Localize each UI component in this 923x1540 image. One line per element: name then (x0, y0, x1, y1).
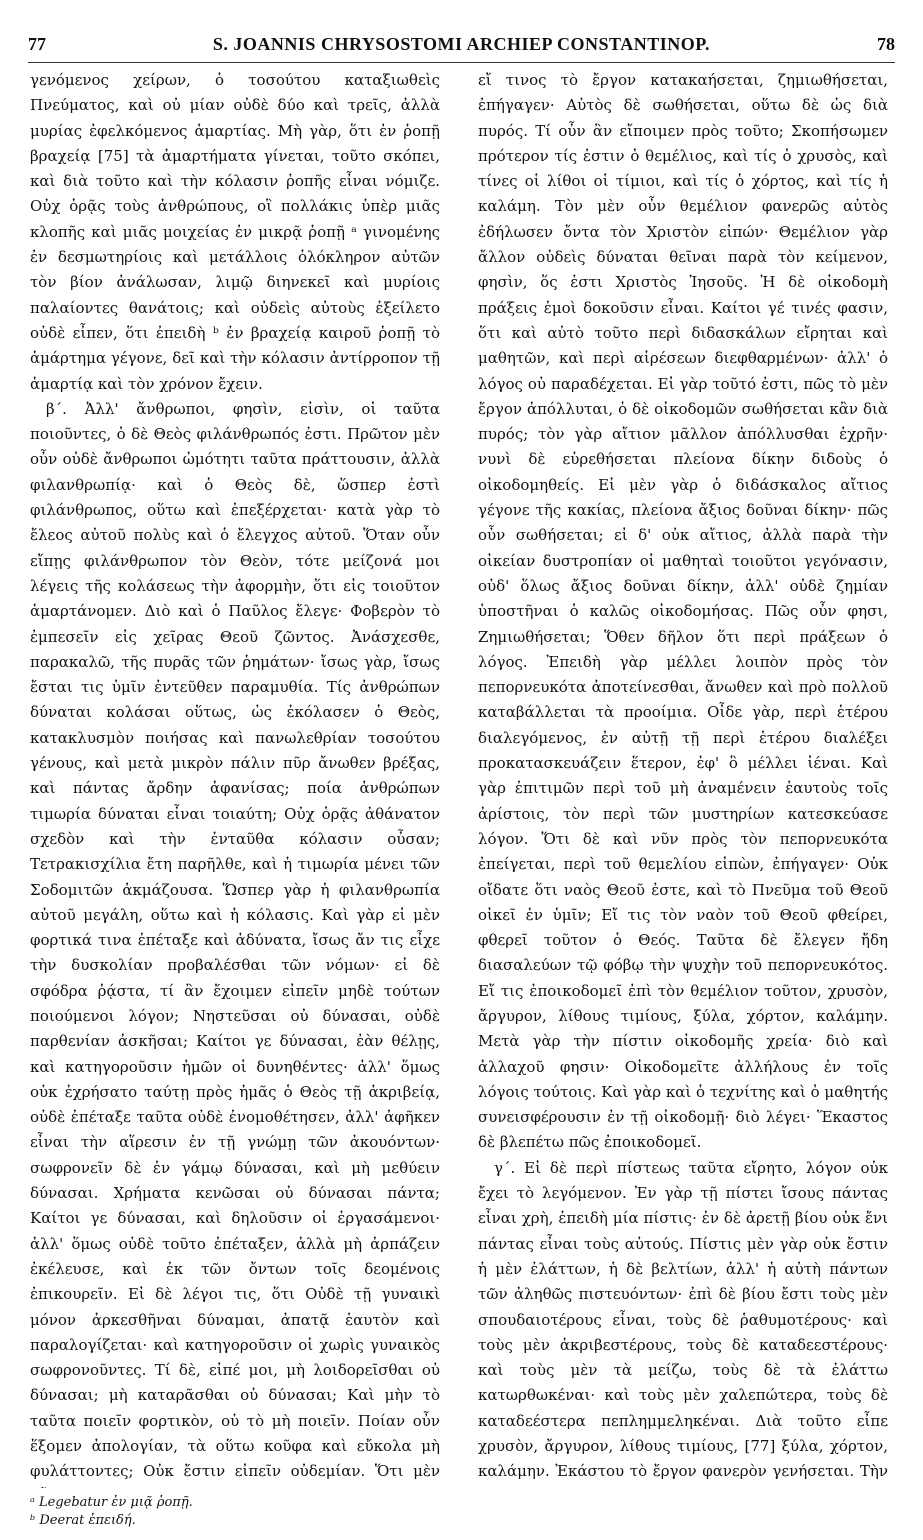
footnote-a: ᵃ Legebatur ἐν μιᾷ ῥοπῇ. (30, 1495, 193, 1510)
right-page-number: 78 (876, 33, 895, 54)
footnotes (30, 1494, 440, 1530)
running-header (28, 26, 895, 63)
footnote-b: ᵇ Deerat ἐπειδή. (30, 1513, 136, 1528)
right-paragraph-2: γ΄. Εἰ δὲ περὶ πίστεως ταῦτα εἴρητο, λόγον οὐκ ἔχει τὸ λεγόμενον. Ἐν γὰρ τῇ πίστει ἴσους πάντας εἶναι χρὴ, ἐπειδὴ μία πίστις· ἐν δὲ ἀρετῇ βίου οὐκ ἔνι πάντας εἶναι τοὺς αὐτούς. Πίστις μὲν γὰρ οὐκ ἔστιν ἡ μὲν ἐλάττων, ἡ δὲ βελτίων, ἀλλ' ἡ αὐτὴ πάντων τῶν ἀληθῶς πιστευόντων· ἐπὶ δὲ βίου ἔστι τοὺς μὲν σπουδαιοτέρους εἶναι, τοὺς δὲ ῥαθυμοτέρους· καὶ τοὺς μὲν ἀκριβεστέρους, τοὺς δὲ καταδεεστέρους· καὶ τοὺς μὲν τὰ μείζω, τοὺς δὲ τὰ ἐλάττω κατωρθωκέναι· καὶ τοὺς μὲν χαλεπώτερα, τοὺς δὲ καταδεέστερα πεπλημμεληκέναι. Διὰ τοῦτο εἶπε χρυσὸν, ἄργυρον, λίθους τιμίους, [77] ξύλα, χόρτον, καλάμην. Ἑκάστου τὸ ἔργον φανερὸν γενήσεται. Τὴν (478, 1158, 888, 1481)
right-column (478, 68, 888, 1488)
right-paragraph-1: εἴ τινος τὸ ἔργον κατακαήσεται, ζημιωθήσεται, ἐπήγαγεν· Αὐτὸς δὲ σωθήσεται, οὕτω δὲ ὡς διὰ πυρός. Τί οὖν ἂν εἴποιμεν πρὸς τοῦτο; Σκοπήσωμεν πρότερον τίς ἐστιν ὁ θεμέλιος, καὶ τίς ὁ χρυσὸς, καὶ τίνες οἱ λίθοι οἱ τίμιοι, καὶ τίς ὁ χόρτος, καὶ τίς ἡ καλάμη. Τὸν μὲν οὖν θεμέλιον φανερῶς αὐτὸς ἐδήλωσεν ὄντα τὸν Χριστὸν εἰπών· Θεμέλιον γὰρ ἄλλον οὐδεὶς δύναται θεῖναι παρὰ τὸν κείμενον, φησὶν, ὅς ἐστι Χριστὸς Ἰησοῦς. Ἡ δὲ οἰκοδομὴ πράξεις ἐμοὶ δοκοῦσιν εἶναι. Καίτοι γέ τινές φασιν, ὅτι καὶ αὐτὸ τοῦτο περὶ διδασκάλων εἴρηται καὶ μαθητῶν, καὶ περὶ αἱρέσεων διεφθαρμένων· ἀλλ' ὁ λόγος οὐ παραδέχεται. Εἰ γὰρ τοῦτό ἐστι, πῶς τὸ μὲν ἔργον ἀπόλλυται, ὁ δὲ οἰκοδομῶν σωθήσεται κἂν διὰ πυρός; τὸν γὰρ αἴτιον μᾶλλον ἀπόλλυσθαι ἐχρῆν· νυνὶ δὲ εὑρεθήσεται πλείονα δίκην διδοὺς ὁ οἰκοδομηθείς. Εἰ μὲν γὰρ ὁ διδάσκαλος αἴτιος γέγονε τῆς κακίας, πλείονα ἄξιος δοῦναι δίκην· πῶς οὖν σωθήσεται; εἰ δ' οὐκ αἴτιος, ἀλλὰ παρὰ τὴν οἰκείαν δυστροπίαν οἱ μαθηταὶ τοιοῦτοι γεγόνασιν, οὐδ' ὅλως ἄξιος δοῦναι δίκην, ἀλλ' οὐδὲ ζημίαν ὑποστῆναι ὁ καλῶς οἰκοδομήσας. Πῶς οὖν φησι, Ζημιωθήσεται; Ὅθεν δῆλον ὅτι περὶ πράξεων ὁ λόγος. Ἐπειδὴ γὰρ μέλλει λοιπὸν πρὸς τὸν πεπορνευκότα ἀποτείνεσθαι, ἄνωθεν καὶ πρὸ πολλοῦ καταβάλλεται τὰ προοίμια. Οἶδε γὰρ, περὶ ἑτέρου διαλεγόμενος, ἐν αὐτῇ τῇ περὶ ἑτέρου διαλέξει προκατασκευάζειν ἕτερον, ἐφ' ὃ μέλλει ἰέναι. Καὶ γὰρ ἐπιτιμῶν περὶ τοῦ μὴ ἀναμένειν ἑαυτοὺς τοῖς ἀρίστοις, τὸν περὶ τῶν μυστηρίων κατεσκεύασε λόγον. Ὅτι δὲ καὶ νῦν πρὸς τὸν πεπορνευκότα ἐπείγεται, περὶ τοῦ θεμελίου εἰπὼν, ἐπήγαγεν· Οὐκ οἴδατε ὅτι ναὸς Θεοῦ ἐστε, καὶ τὸ Πνεῦμα τοῦ Θεοῦ οἰκεῖ ἐν ὑμῖν; Εἴ τις τὸν ναὸν τοῦ Θεοῦ φθείρει, φθερεῖ τοῦτον ὁ Θεός. Ταῦτα δὲ ἔλεγεν ἤδη διασαλεύων τῷ φόβῳ τὴν ψυχὴν τοῦ πεπορνευκότος. Εἴ τις ἐποικοδομεῖ ἐπὶ τὸν θεμέλιον τοῦτον, χρυσὸν, ἄργυρον, λίθους τιμίους, ξύλα, χόρτον, καλάμην. Μετὰ γὰρ τὴν πίστιν οἰκοδομῆς χρεία· διὸ καὶ ἀλλαχοῦ φησιν· Οἰκοδομεῖτε ἀλλήλους ἐν τοῖς λόγοις τούτοις. Καὶ γὰρ καὶ ὁ τεχνίτης καὶ ὁ μαθητής συνεισφέρουσιν ἐν τῇ οἰκοδομῇ· διὸ λέγει· Ἕκαστος δὲ βλεπέτω πῶς ἐποικοδομεῖ. (478, 71, 888, 1152)
running-title: S. JOANNIS CHRYSOSTOMI ARCHIEP CONSTANTINOP. (212, 33, 711, 54)
left-paragraph-2: β΄. Ἀλλ' ἄνθρωποι, φησὶν, εἰσὶν, οἱ ταῦτα ποιοῦντες, ὁ δὲ Θεὸς φιλάνθρωπός ἐστι. Πρῶτον μὲν οὖν οὐδὲ ἄνθρωποι ὠμότητι ταῦτα πράττουσιν, ἀλλὰ φιλανθρωπίᾳ· καὶ ὁ Θεὸς δὲ, ὥσπερ ἐστὶ φιλάνθρωπος, οὕτω καὶ ἐπεξέρχεται· κατὰ γὰρ τὸ ἔλεος αὐτοῦ πολὺς καὶ ὁ ἔλεγχος αὐτοῦ. Ὅταν οὖν εἴπῃς φιλάνθρωπον τὸν Θεὸν, τότε μείζονά μοι λέγεις τῆς κολάσεως τὴν ἀφορμὴν, ὅτι εἰς τοιοῦτον ἁμαρτάνομεν. Διὸ καὶ ὁ Παῦλος ἔλεγε· Φοβερὸν τὸ ἐμπεσεῖν εἰς χεῖρας Θεοῦ ζῶντος. Ἀνάσχεσθε, παρακαλῶ, τῆς πυρᾶς τῶν ῥημάτων· ἴσως γὰρ, ἴσως ἔσται τις ὑμῖν ἐντεῦθεν παραμυθία. Τίς ἀνθρώπων δύναται κολάσαι οὕτως, ὡς ἐκόλασεν ὁ Θεὸς, κατακλυσμὸν ποιήσας καὶ πανωλεθρίαν τοσούτου γένους, καὶ μετὰ μικρὸν πάλιν πῦρ ἄνωθεν βρέξας, καὶ πάντας ἄρδην ἀφανίσας; ποία ἀνθρώπων τιμωρία δύναται εἶναι τοιαύτη; Οὐχ ὁρᾷς ἀθάνατον σχεδὸν καὶ τὴν ἐνταῦθα κόλασιν οὖσαν; Τετρακισχίλια ἔτη παρῆλθε, καὶ ἡ τιμωρία μένει τῶν Σοδομιτῶν ἀκμάζουσα. Ὥσπερ γὰρ ἡ φιλανθρωπία αὐτοῦ μεγάλη, οὕτω καὶ ἡ κόλασις. Καὶ γὰρ εἰ μὲν φορτικά τινα ἐπέταξε καὶ ἀδύνατα, ἴσως ἄν τις εἶχε τὴν δυσκολίαν προβαλέσθαι τῶν νόμων· εἰ δὲ σφόδρα ῥᾴστα, τί ἂν ἔχοιμεν εἰπεῖν μηδὲ τούτων ποιούμενοι λόγον; Νηστεῦσαι οὐ δύνασαι, οὐδὲ παρθενίαν ἀσκῆσαι; Καίτοι γε δύνασαι, ἐὰν θέλῃς, καὶ κατηγοροῦσιν ἡμῶν οἱ δυνηθέντες· ἀλλ' ὅμως οὐκ ἐχρήσατο ταύτῃ πρὸς ἡμᾶς ὁ Θεὸς τῇ ἀκριβείᾳ, οὐδὲ ἐπέταξε ταῦτα οὐδὲ ἐνομοθέτησεν, ἀλλ' ἀφῆκεν εἶναι τὴν αἵρεσιν ἐν τῇ γνώμῃ τῶν ἀκουόντων· σωφρονεῖν δὲ ἐν γάμῳ δύνασαι, καὶ μὴ μεθύειν δύνασαι. Χρήματα κενῶσαι οὐ δύνασαι πάντα; Καίτοι γε δύνασαι, καὶ δηλοῦσιν οἱ ἐργασάμενοι· ἀλλ' ὅμως οὐδὲ τοῦτο ἐπέταξεν, ἀλλὰ μὴ ἁρπάζειν ἐκέλευσε, καὶ ἐκ τῶν ὄντων τοῖς δεομένοις ἐπικουρεῖν. Εἰ δὲ λέγοι τις, ὅτι Οὐδὲ τῇ γυναικὶ μόνον ἀρκεσθῆναι δύναμαι, ἀπατᾷ ἑαυτὸν καὶ παραλογίζεται· καὶ κατηγοροῦσιν οἱ χωρὶς γυναικὸς σωφρονοῦντες. Τί δὲ, εἰπέ μοι, μὴ λοιδορεῖσθαι οὐ δύνασαι; μὴ καταρᾶσθαι οὐ δύνασαι; Καὶ μὴν τὸ ταῦτα ποιεῖν φορτικὸν, οὐ τὸ μὴ ποιεῖν. Ποίαν οὖν ἕξομεν ἀπολογίαν, τὰ οὕτω κοῦφα καὶ εὔκολα μὴ φυλάττοντες; Οὐκ ἔστιν εἰπεῖν οὐδεμίαν. Ὅτι μὲν (30, 399, 440, 1481)
left-column (30, 68, 440, 1488)
left-page-number: 77 (28, 33, 46, 54)
left-paragraph-1: γενόμενος χείρων, ὁ τοσούτου καταξιωθεὶς Πνεύματος, καὶ οὐ μίαν οὐδὲ δύο καὶ τρεῖς, ἀλλὰ μυρίας ἐφελκόμενος ἁμαρτίας. Μὴ γὰρ, ὅτι ἐν ῥοπῇ βραχείᾳ [75] τὰ ἁμαρτήματα γίνεται, τοῦτο σκόπει, καὶ διὰ τοῦτο καὶ τὴν κόλασιν ῥοπῆς εἶναι νόμιζε. Οὐχ ὁρᾷς τοὺς ἀνθρώπους, οἳ πολλάκις ὑπὲρ μιᾶς κλοπῆς καὶ μιᾶς μοιχείας ἐν μικρᾷ ῥοπῇ ᵃ γινομένης ἐν δεσμωτηρίοις καὶ μετάλλοις ὁλόκληρον αὐτῶν τὸν βίον ἀνάλωσαν, λιμῷ διηνεκεῖ καὶ μυρίοις παλαίοντες θανάτοις; καὶ οὐδεὶς αὐτοὺς ἐξείλετο οὐδὲ εἶπεν, ὅτι ἐπειδὴ ᵇ ἐν βραχείᾳ καιροῦ ῥοπῇ τὸ ἁμάρτημα γέγονε, δεῖ καὶ τὴν κόλασιν ἀντίρροπον τῇ ἁμαρτίᾳ καὶ τὸν χρόνον ἔχειν. (30, 71, 440, 393)
